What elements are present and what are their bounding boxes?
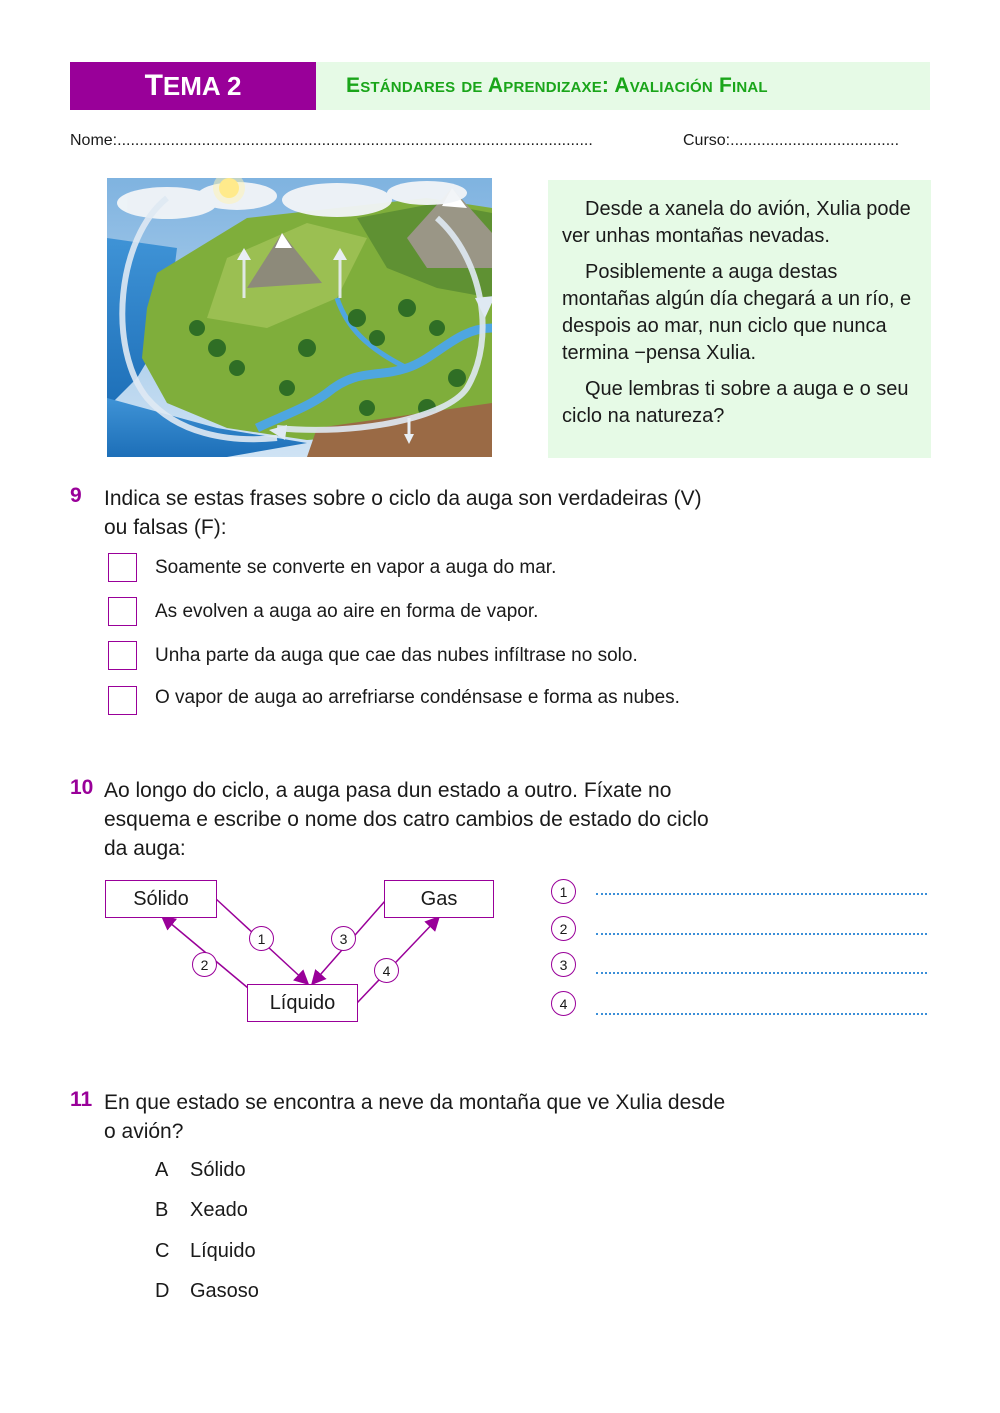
story-box	[548, 180, 931, 458]
true-false-checkbox[interactable]	[108, 641, 137, 670]
option-text-d[interactable]: Gasoso	[190, 1280, 259, 1302]
question-9-text-line-2: ou falsas (F):	[104, 516, 227, 539]
tema-badge	[70, 62, 316, 110]
answer-number-4: 4	[551, 991, 576, 1016]
question-9-text-line-1: Indica se estas frases sobre o ciclo da auga son verdadeiras (V)	[104, 487, 702, 510]
option-text-a[interactable]: Sólido	[190, 1159, 246, 1181]
question-9-number: 9	[70, 484, 82, 507]
question-10-text-line-3: da auga:	[104, 837, 186, 860]
state-liquid: Líquido	[247, 984, 358, 1022]
true-false-checkbox[interactable]	[108, 553, 137, 582]
arrow-4	[357, 918, 438, 1003]
nome-field[interactable]: Nome:...........................................................................................................	[70, 132, 593, 149]
answer-line-4[interactable]	[596, 1013, 927, 1015]
arrow-label-2: 2	[192, 952, 217, 977]
question-11-number: 11	[70, 1088, 93, 1111]
arrow-label-1: 1	[249, 926, 274, 951]
answer-number-3: 3	[551, 952, 576, 977]
state-gas: Gas	[384, 880, 494, 918]
curso-field[interactable]: Curso:......................................	[683, 132, 900, 149]
question-10-number: 10	[70, 776, 94, 799]
story-paragraph-2: Posiblemente a auga destas montañas algún día chegará a un río, e despois ao mar, nun ciclo que nunca termina −pensa Xulia.	[562, 261, 912, 364]
answer-number-1: 1	[551, 879, 576, 904]
question-10-text-line-1: Ao longo do ciclo, a auga pasa dun estado a outro. Fíxate no	[104, 779, 672, 802]
option-letter-c[interactable]: C	[155, 1240, 170, 1262]
statement-3: Unha parte da auga que cae das nubes infíltrase no solo.	[155, 645, 638, 666]
question-10-text-line-2: esquema e escribe o nome dos catro cambios de estado do ciclo	[104, 808, 709, 831]
statement-1: Soamente se converte en vapor a auga do mar.	[155, 557, 557, 578]
standards-title: Estándares de Aprendizaxe: Avaliación Final	[346, 74, 768, 97]
option-letter-d[interactable]: D	[155, 1280, 170, 1302]
question-11-text-line-1: En que estado se encontra a neve da montaña que ve Xulia desde	[104, 1091, 726, 1114]
standards-title-bar	[316, 62, 930, 110]
true-false-checkbox[interactable]	[108, 686, 137, 715]
option-text-c[interactable]: Líquido	[190, 1240, 256, 1262]
arrow-label-3: 3	[331, 926, 356, 951]
arrow-label-4: 4	[374, 958, 399, 983]
water-cycle-illustration	[107, 178, 492, 457]
option-text-b[interactable]: Xeado	[190, 1199, 248, 1221]
tema-label: EMA 2	[162, 70, 242, 101]
answer-line-2[interactable]	[596, 933, 927, 935]
state-solid: Sólido	[105, 880, 217, 918]
answer-line-1[interactable]	[596, 893, 927, 895]
statement-2: As evolven a auga ao aire en forma de vapor.	[155, 601, 539, 622]
story-paragraph-3: Que lembras ti sobre a auga e o seu ciclo na natureza?	[562, 378, 909, 427]
true-false-checkbox[interactable]	[108, 597, 137, 626]
tema-first-letter: T	[144, 69, 163, 102]
statement-4: O vapor de auga ao arrefriarse condénsase e forma as nubes.	[155, 687, 680, 708]
answer-line-3[interactable]	[596, 972, 927, 974]
option-letter-b[interactable]: B	[155, 1199, 169, 1221]
answer-number-2: 2	[551, 916, 576, 941]
option-letter-a[interactable]: A	[155, 1159, 169, 1181]
story-paragraph-1: Desde a xanela do avión, Xulia pode ver unhas montañas nevadas.	[562, 198, 911, 247]
question-11-text-line-2: o avión?	[104, 1120, 184, 1143]
